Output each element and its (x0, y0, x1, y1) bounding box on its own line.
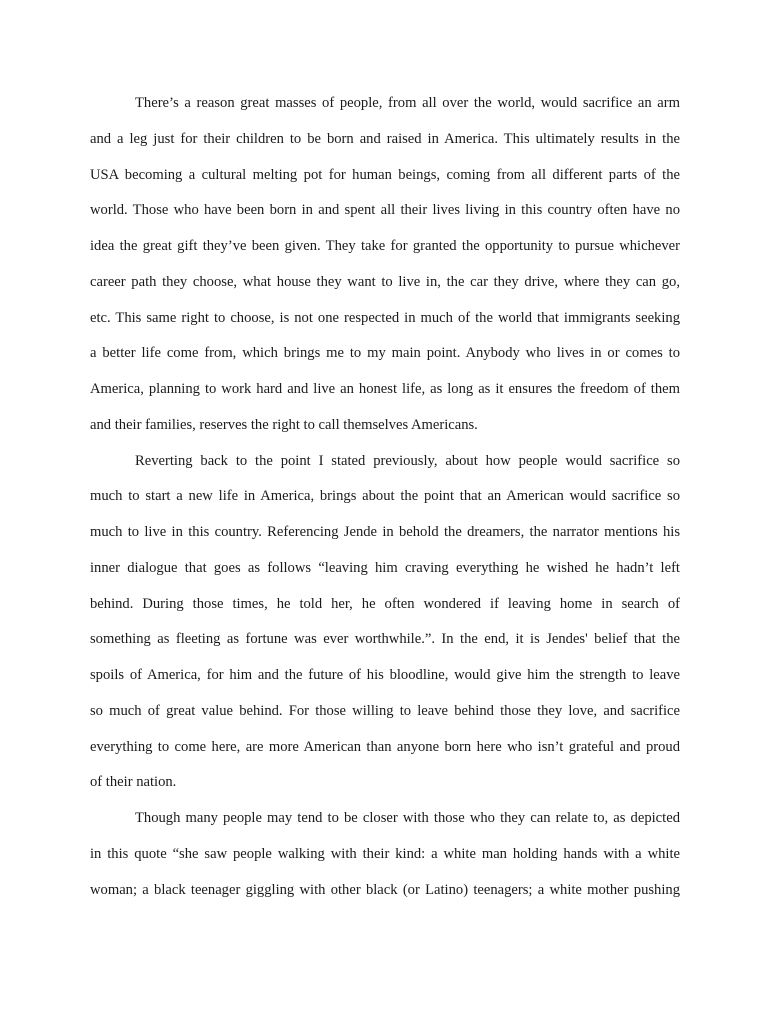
text-line: Though many people may tend to be closer with those who they can relate to, as depicted (135, 810, 680, 826)
text-line: much to start a new life in America, brings about the point that an American would sacrifice so (90, 488, 680, 505)
text-line: etc. This same right to choose, is not one respected in much of the world that immigrants seeking (90, 309, 680, 326)
text-line: inner dialogue that goes as follows “leaving him craving everything he wished he hadn’t left (90, 559, 680, 576)
text-line: Reverting back to the point I stated previously, about how people would sacrifice so (135, 452, 680, 469)
essay-body (90, 93, 680, 915)
text-line: behind. During those times, he told her, he often wondered if leaving home in search of (90, 595, 680, 612)
text-line: There’s a reason great masses of people, from all over the world, would sacrifice an arm (135, 95, 680, 111)
text-line: idea the great gift they’ve been given. They take for granted the opportunity to pursue whichever (90, 238, 680, 254)
text-line: spoils of America, for him and the future of his bloodline, would give him the strength to leave (90, 667, 680, 683)
text-line: everything to come here, are more American than anyone born here who isn’t grateful and proud (90, 738, 680, 755)
text-line: world. Those who have been born in and spent all their lives living in this country often have no (90, 202, 680, 219)
text-line: and their families, reserves the right to call themselves Americans. (90, 416, 478, 433)
text-line: much to live in this country. Referencing Jende in behold the dreamers, the narrator mentions his (90, 524, 680, 540)
paragraph (90, 93, 680, 451)
text-line: of their nation. (90, 774, 177, 791)
text-line: so much of great value behind. For those willing to leave behind those they love, and sacrifice (90, 702, 680, 719)
text-line: America, planning to work hard and live an honest life, as long as it ensures the freedom of them (90, 381, 680, 397)
paragraph (90, 451, 680, 809)
text-line: and a leg just for their children to be born and raised in America. This ultimately results in the (90, 130, 680, 147)
text-line: USA becoming a cultural melting pot for human beings, coming from all different parts of the (90, 166, 680, 183)
text-line: something as fleeting as fortune was ever worthwhile.”. In the end, it is Jendes' belief that the (90, 631, 680, 648)
text-line: in this quote “she saw people walking with their kind: a white man holding hands with a white (90, 845, 680, 862)
paragraph (90, 808, 680, 915)
text-line: woman; a black teenager giggling with other black (or Latino) teenagers; a white mother pushing (90, 881, 680, 898)
text-line: a better life come from, which brings me to my main point. Anybody who lives in or comes to (90, 345, 680, 362)
text-line: career path they choose, what house they want to live in, the car they drive, where they can go, (90, 273, 680, 290)
